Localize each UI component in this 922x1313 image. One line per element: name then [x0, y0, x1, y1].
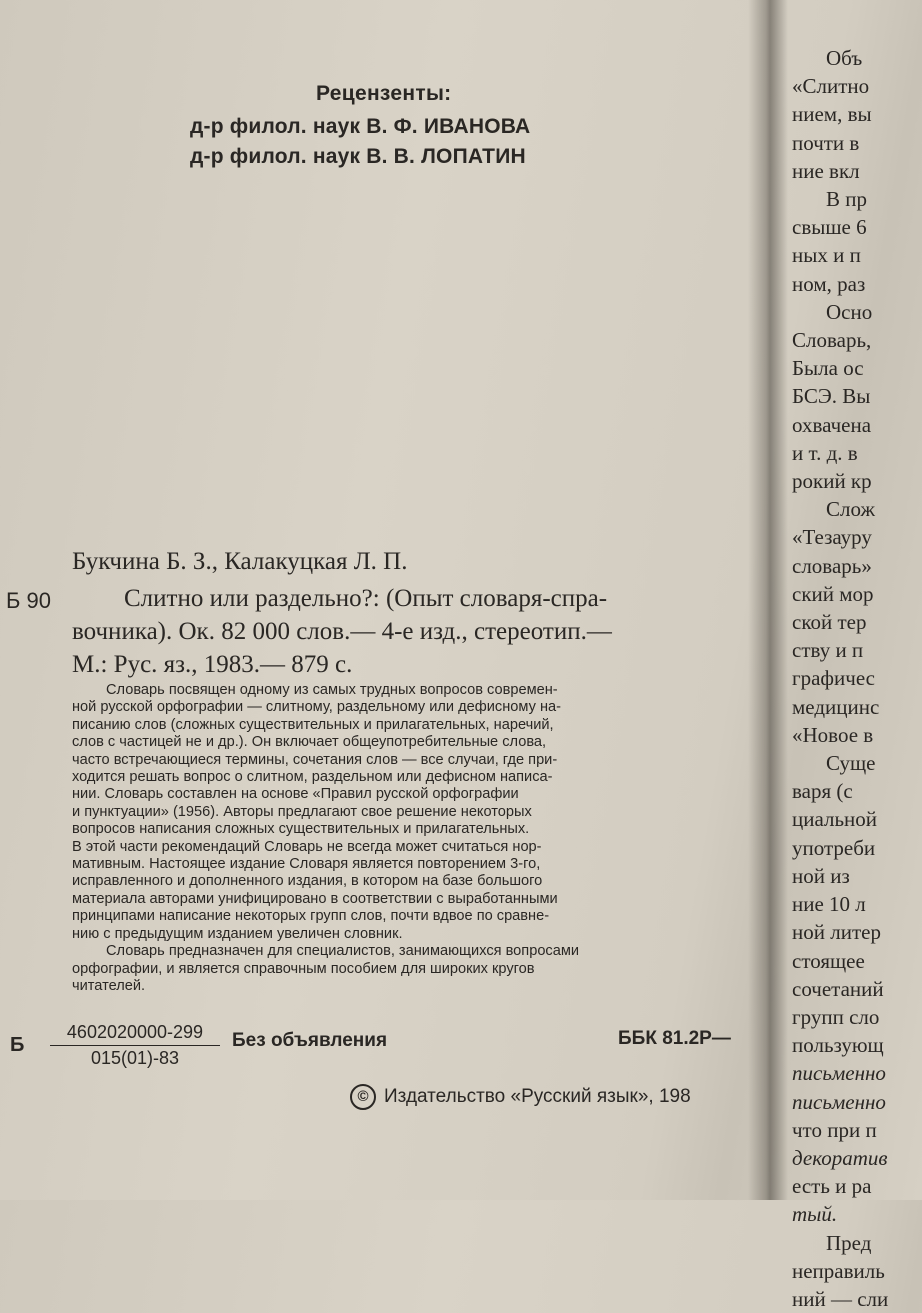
right-page-line: БСЭ. Вы: [792, 384, 871, 409]
right-page: [788, 0, 900, 1311]
abstract-line: материала авторами унифицировано в соответствии с выработанными: [72, 890, 558, 907]
right-page-line: Осно: [826, 299, 873, 324]
right-page-line: ной из: [792, 863, 850, 888]
right-page-line: Была ос: [792, 356, 864, 381]
right-page-line: сочетаний: [792, 976, 884, 1001]
right-page-line: ние вкл: [792, 158, 860, 183]
right-page-line: циальной: [792, 807, 878, 832]
catalog-code: Б 90: [6, 588, 52, 613]
abstract-line: читателей.: [72, 977, 146, 994]
right-page-line: употреби: [792, 835, 876, 860]
right-page-line: «Тезауру: [792, 525, 872, 550]
right-page-line: письменно: [792, 1089, 886, 1114]
right-page-line: групп сло: [792, 1004, 880, 1029]
abstract-line: вопросов написания сложных существительных и прилагательных.: [72, 821, 530, 838]
right-page-line: ний — сли: [792, 1286, 889, 1311]
abstract-line: ной русской орфографии — слитному, раздельному или дефисному на-: [72, 699, 561, 716]
right-page-text: [792, 44, 922, 1313]
right-page-line: неправиль: [792, 1258, 885, 1283]
abstract-line: исправленного и дополненного издания, в котором на базе большого: [72, 873, 543, 890]
abstract-line: писанию слов (сложных существительных и прилагательных, наречий,: [72, 716, 554, 733]
catalog-line: М.: Рус. яз., 1983.— 879 с.: [72, 651, 353, 678]
right-page-line: Суще: [826, 751, 876, 776]
abstract-line: часто встречающиеся термины, сочетания слов — все случаи, где при-: [72, 751, 558, 768]
right-page-line: ству и п: [792, 638, 864, 663]
right-page-line: и т. д. в: [792, 440, 858, 465]
no-ads-note: Без объявления: [232, 1030, 388, 1051]
publisher-line: [350, 1084, 691, 1110]
right-page-line: охвачена: [792, 412, 872, 437]
index-code-bottom: 015(01)-83: [90, 1048, 180, 1068]
right-page-line: стоящее: [792, 948, 865, 973]
right-page-line: почти в: [792, 130, 860, 155]
right-page-line: Объ: [826, 46, 863, 70]
right-page-line: что при п: [792, 1117, 877, 1142]
bbk-code: ББК 81.2Р—: [618, 1028, 731, 1049]
abstract-text: [72, 682, 762, 995]
right-page-line: словарь»: [792, 553, 872, 578]
index-codes: [50, 1022, 220, 1069]
right-page-line: В пр: [826, 187, 867, 212]
right-page-line: свыше 6: [792, 215, 867, 240]
right-page-line: «Новое в: [792, 722, 874, 747]
abstract-line: мативным. Настоящее издание Словаря является повторением 3-го,: [72, 856, 541, 873]
right-page-line: варя (с: [792, 779, 853, 804]
right-page-line: ской тер: [792, 610, 867, 635]
abstract-line: ходится решать вопрос о слитном, раздельном или дефисном написа-: [72, 769, 553, 786]
index-code-top: 4602020000-299: [50, 1022, 220, 1046]
right-page-line: медицинс: [792, 694, 880, 719]
abstract-line: Словарь посвящен одному из самых трудных вопросов современ-: [106, 682, 558, 698]
publisher-name: Издательство «Русский язык», 198: [384, 1086, 691, 1108]
abstract-line: В этой части рекомендаций Словарь не всегда может считаться нор-: [72, 838, 542, 855]
index-letter: Б: [10, 1034, 25, 1056]
reviewer-line: д-р филол. наук В. В. ЛОПАТИН: [190, 145, 526, 168]
right-page-line: Словарь,: [792, 328, 872, 353]
abstract-line: орфографии, и является справочным пособием для широких кругов: [72, 960, 535, 977]
abstract-line: и пунктуации» (1956). Авторы предлагают свое решение некоторых: [72, 803, 532, 820]
catalog-line: Слитно или раздельно?: (Опыт словаря-спра-: [124, 585, 608, 612]
right-page-line: «Слитно: [792, 74, 870, 99]
abstract-line: принципами написание некоторых групп слов, почти вдвое по сравне-: [72, 908, 550, 925]
abstract-line: Словарь предназначен для специалистов, занимающихся вопросами: [106, 943, 580, 960]
abstract-line: слов с частицей не и др.). Он включает общеупотребительные слова,: [72, 734, 547, 751]
reviewers-heading: Рецензенты:: [316, 82, 452, 105]
right-page-line: декоратив: [792, 1145, 888, 1170]
abstract-line: нии. Словарь составлен на основе «Правил русской орфографии: [72, 786, 519, 803]
reviewers-block: [190, 82, 750, 172]
right-page-line: пользующ: [792, 1033, 884, 1058]
right-page-line: письменно: [792, 1061, 886, 1086]
right-page-line: ной литер: [792, 920, 881, 945]
right-page-line: графичес: [792, 666, 876, 691]
copyright-icon: ©: [350, 1084, 376, 1110]
catalog-line: вочника). Ок. 82 000 слов.— 4-е изд., стереотип.—: [72, 618, 612, 645]
reviewer-line: д-р филол. наук В. Ф. ИВАНОВА: [190, 115, 531, 138]
right-page-line: ном, раз: [792, 271, 866, 296]
right-page-line: нием, вы: [792, 102, 872, 127]
right-page-line: ных и п: [792, 243, 861, 268]
right-page-line: ский мор: [792, 581, 874, 606]
right-page-line: тый.: [792, 1202, 838, 1227]
right-page-line: Слож: [826, 497, 875, 522]
abstract-line: нию с предыдущим изданием увеличен словник.: [72, 925, 403, 942]
right-page-line: Пред: [826, 1230, 872, 1255]
catalog-description: [72, 582, 762, 681]
right-page-line: рокий кр: [792, 469, 872, 494]
right-page-line: ние 10 л: [792, 892, 866, 917]
right-page-line: есть и ра: [792, 1174, 872, 1199]
catalog-authors: Букчина Б. З., Калакуцкая Л. П.: [72, 548, 408, 575]
